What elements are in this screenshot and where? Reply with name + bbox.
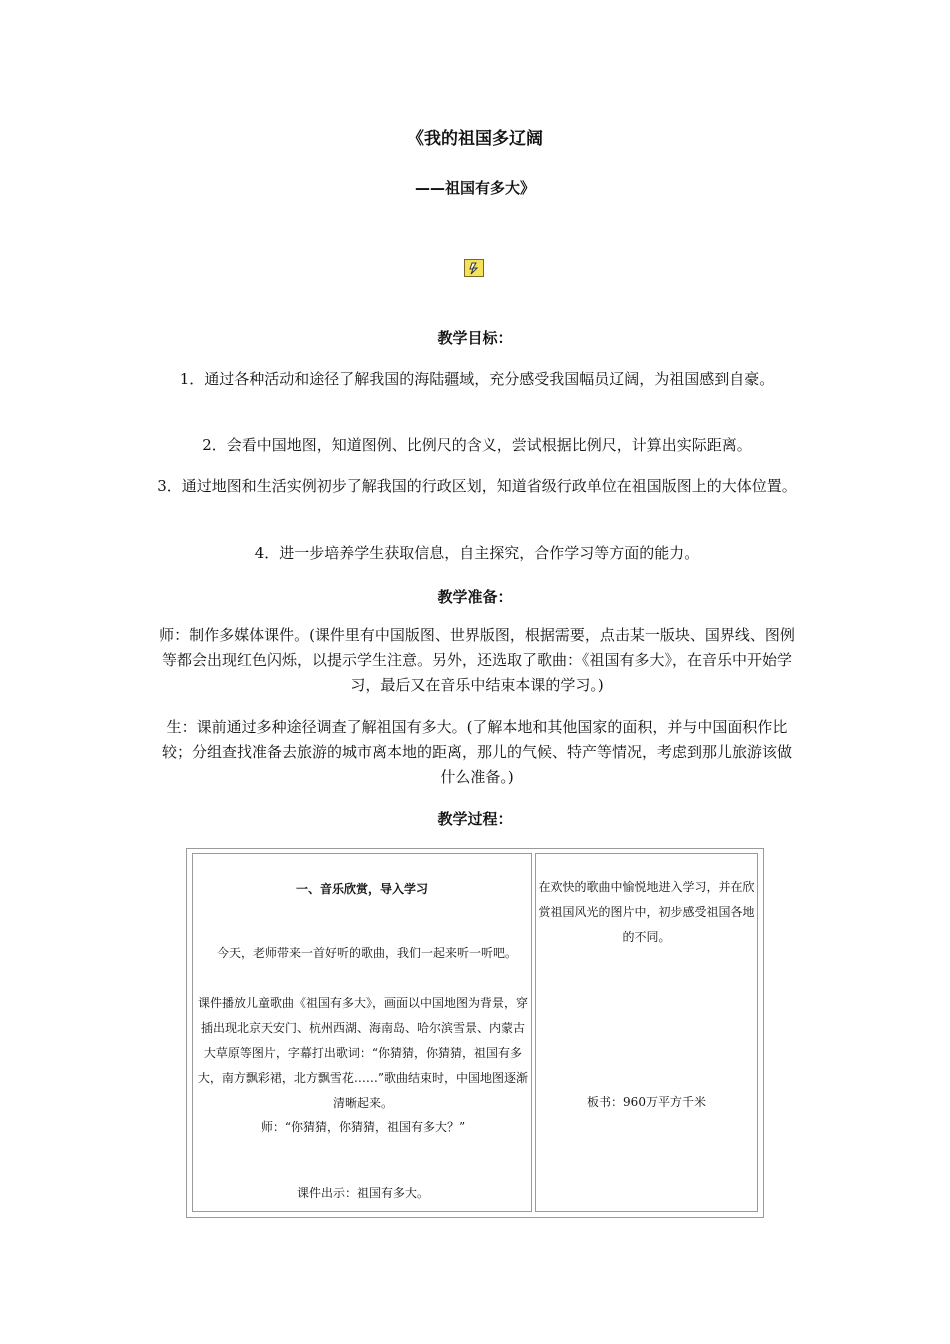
- document-title: 《我的祖国多辽阔: [407, 129, 543, 149]
- goal-item-1: 1．通过各种活动和途径了解我国的海陆疆域，充分感受我国幅员辽阔，为祖国感到自豪。: [179, 370, 775, 388]
- process-section-title: 一、音乐欣赏，导入学习: [295, 882, 428, 896]
- goal-item-4: 4．进一步培养学生获取信息，自主探究，合作学习等方面的能力。: [254, 544, 700, 562]
- process-intro: 今天，老师带来一首好听的歌曲，我们一起来听一听吧。: [216, 946, 517, 960]
- process-note: 在欢快的歌曲中愉悦地进入学习，并在欣赏祖国风光的图片中，初步感受祖国各地的不同。: [538, 880, 755, 944]
- image-placeholder-icon: [464, 259, 484, 277]
- preparation-heading: 教学准备：: [437, 588, 513, 606]
- process-courseware-show: 课件出示：祖国有多大。: [296, 1186, 429, 1200]
- goal-item-2: 2．会看中国地图，知道图例、比例尺的含义，尝试根据比例尺，计算出实际距离。: [202, 436, 752, 454]
- process-teacher-line: 师：“你猜猜，你猜猜，祖国有多大？”: [260, 1120, 466, 1134]
- preparation-teacher: 师：制作多媒体课件。(课件里有中国版图、世界版图，根据需要，点击某一版块、国界线、图例等都会出现红色闪烁，以提示学生注意。另外，还选取了歌曲：《祖国有多大》，在音乐中开始学习，最后又在音乐中结束本课的学习。): [159, 626, 795, 694]
- process-heading: 教学过程：: [437, 810, 513, 828]
- goals-heading: 教学目标：: [437, 329, 513, 347]
- process-courseware: 课件播放儿童歌曲《祖国有多大》，画面以中国地图为背景，穿插出现北京天安门、杭州西湖、海南岛、哈尔滨雪景、内蒙古大草原等图片，字幕打出歌词：“你猜猜，你猜猜，祖国有多大，南方飘彩裙，北方飘雪花……”歌曲结束时，中国地图逐渐清晰起来。: [197, 996, 529, 1110]
- goal-item-3: 3．通过地图和生活实例初步了解我国的行政区划，知道省级行政单位在祖国版图上的大体位置。: [157, 477, 797, 495]
- process-board: 板书：960万平方千米: [587, 1095, 706, 1109]
- preparation-student: 生：课前通过多种途径调查了解祖国有多大。(了解本地和其他国家的面积，并与中国面积作比较；分组查找准备去旅游的城市离本地的距离，那儿的气候、特产等情况，考虑到那儿旅游该做什么准备。): [161, 718, 792, 786]
- document-subtitle: ——祖国有多大》: [414, 179, 535, 197]
